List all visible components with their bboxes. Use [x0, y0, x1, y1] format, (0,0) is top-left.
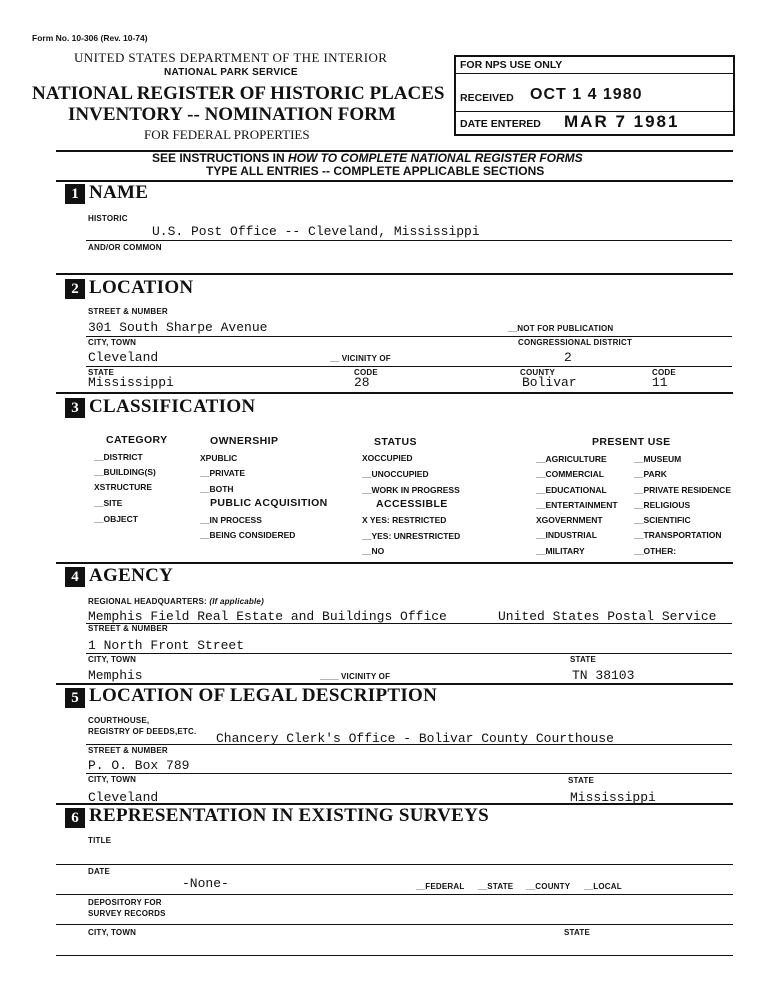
- congressional-district-field: 2: [564, 350, 572, 365]
- agency-city-label: CITY, TOWN: [88, 655, 137, 664]
- regional-hq-label: REGIONAL HEADQUARTERS: (If applicable): [88, 597, 264, 606]
- agency-city-field: Memphis: [88, 668, 143, 683]
- form-subtitle: INVENTORY -- NOMINATION FORM: [68, 104, 396, 125]
- present-use-heading: PRESENT USE: [592, 436, 671, 448]
- survey-date-label: DATE: [88, 867, 110, 876]
- section-5-number: 5: [65, 688, 85, 708]
- section-1-number: 1: [65, 184, 85, 204]
- county-code-field: 11: [652, 375, 668, 390]
- agency-name-field: United States Postal Service: [498, 609, 717, 624]
- use-scientific: __SCIENTIFIC: [634, 515, 691, 525]
- survey-federal: __FEDERAL: [416, 882, 465, 891]
- form-scope: FOR FEDERAL PROPERTIES: [144, 127, 310, 142]
- ownership-public: XPUBLIC: [200, 453, 238, 463]
- category-district: __DISTRICT: [94, 452, 143, 462]
- date-entered-stamp: MAR 7 1981: [564, 112, 680, 131]
- survey-state: __STATE: [478, 882, 514, 891]
- section-6-title: REPRESENTATION IN EXISTING SURVEYS: [89, 805, 490, 826]
- city-field: Cleveland: [88, 350, 159, 365]
- legal-street-label: STREET & NUMBER: [88, 746, 168, 755]
- status-unoccupied: __UNOCCUPIED: [362, 469, 429, 479]
- section-3-number: 3: [65, 398, 85, 418]
- section-4-title: AGENCY: [89, 565, 174, 586]
- accessible-yes-restricted: X YES: RESTRICTED: [362, 515, 447, 525]
- survey-date-field: -None-: [182, 876, 229, 891]
- city-label: CITY, TOWN: [88, 338, 137, 347]
- use-government: XGOVERNMENT: [536, 515, 603, 525]
- historic-label: HISTORIC: [88, 214, 128, 223]
- legal-city-field: Cleveland: [88, 790, 159, 805]
- section-4-number: 4: [65, 567, 85, 587]
- courthouse-label: COURTHOUSE,: [88, 716, 150, 725]
- status-work-in-progress: __WORK IN PROGRESS: [362, 485, 460, 495]
- status-heading: STATUS: [374, 436, 417, 448]
- ownership-both: __BOTH: [200, 484, 234, 494]
- legal-street-field: P. O. Box 789: [88, 758, 190, 773]
- use-agriculture: __AGRICULTURE: [536, 454, 607, 464]
- legal-state-field: Mississippi: [570, 790, 656, 805]
- nps-use-box: [454, 55, 735, 136]
- form-number: Form No. 10-306 (Rev. 10-74): [32, 33, 148, 43]
- not-for-publication: __NOT FOR PUBLICATION: [508, 324, 614, 333]
- accessible-no: __NO: [362, 546, 385, 556]
- section-1-title: NAME: [89, 182, 149, 203]
- historic-name-field: U.S. Post Office -- Cleveland, Mississippi: [152, 224, 480, 239]
- county-label: COUNTY: [520, 368, 555, 377]
- accessible-yes-unrestricted: __YES: UNRESTRICTED: [362, 531, 461, 541]
- ownership-heading: OWNERSHIP: [210, 435, 279, 447]
- state-code-field: 28: [354, 375, 370, 390]
- date-entered-label: DATE ENTERED: [460, 118, 541, 130]
- survey-records-label: SURVEY RECORDS: [88, 909, 166, 918]
- acquisition-being-considered: __BEING CONSIDERED: [200, 530, 296, 540]
- use-museum: __MUSEUM: [634, 454, 682, 464]
- use-private-residence: __PRIVATE RESIDENCE: [634, 485, 731, 495]
- use-religious: __RELIGIOUS: [634, 500, 691, 510]
- use-park: __PARK: [634, 469, 667, 479]
- category-object: __OBJECT: [94, 514, 138, 524]
- category-structure: XSTRUCTURE: [94, 482, 153, 492]
- section-5-title: LOCATION OF LEGAL DESCRIPTION: [89, 685, 438, 706]
- use-educational: __EDUCATIONAL: [536, 485, 607, 495]
- agency-street-label: STREET & NUMBER: [88, 624, 168, 633]
- depository-label: DEPOSITORY FOR: [88, 898, 162, 907]
- service-name: NATIONAL PARK SERVICE: [164, 67, 298, 78]
- use-military: __MILITARY: [536, 546, 585, 556]
- agency-vicinity-of: ____ VICINITY OF: [320, 672, 391, 681]
- vicinity-of: __ VICINITY OF: [330, 354, 391, 363]
- use-other: __OTHER:: [634, 546, 677, 556]
- received-label: RECEIVED: [460, 92, 514, 104]
- county-field: Bolivar: [522, 375, 577, 390]
- instructions-line-1: SEE INSTRUCTIONS IN HOW TO COMPLETE NATIONAL REGISTER FORMS: [152, 151, 583, 165]
- public-acquisition-heading: PUBLIC ACQUISITION: [210, 497, 328, 509]
- agency-street-field: 1 North Front Street: [88, 638, 245, 653]
- use-commercial: __COMMERCIAL: [536, 469, 605, 479]
- survey-county: __COUNTY: [526, 882, 571, 891]
- form-title: NATIONAL REGISTER OF HISTORIC PLACES: [32, 83, 445, 104]
- section-3-title: CLASSIFICATION: [89, 396, 256, 417]
- status-occupied: XOCCUPIED: [362, 453, 413, 463]
- category-site: __SITE: [94, 498, 123, 508]
- street-field: 301 South Sharpe Avenue: [88, 320, 268, 335]
- survey-city-label: CITY, TOWN: [88, 928, 137, 937]
- use-industrial: __INDUSTRIAL: [536, 530, 597, 540]
- section-2-number: 2: [65, 279, 85, 299]
- courthouse-field: Chancery Clerk's Office - Bolivar County Courthouse: [216, 731, 614, 746]
- state-code-label: CODE: [354, 368, 378, 377]
- use-transportation: __TRANSPORTATION: [634, 530, 722, 540]
- instructions-line-2: TYPE ALL ENTRIES -- COMPLETE APPLICABLE SECTIONS: [206, 164, 545, 178]
- nps-box-label: FOR NPS USE ONLY: [460, 59, 563, 71]
- received-stamp: OCT 1 4 1980: [530, 86, 643, 103]
- category-buildings: __BUILDING(S): [94, 467, 156, 477]
- registry-label: REGISTRY OF DEEDS,ETC.: [88, 727, 197, 736]
- use-entertainment: __ENTERTAINMENT: [536, 500, 618, 510]
- section-6-number: 6: [65, 808, 85, 828]
- department-name: UNITED STATES DEPARTMENT OF THE INTERIOR: [74, 50, 388, 65]
- accessible-heading: ACCESSIBLE: [376, 498, 448, 510]
- survey-title-label: TITLE: [88, 836, 112, 845]
- street-label: STREET & NUMBER: [88, 307, 168, 316]
- county-code-label: CODE: [652, 368, 676, 377]
- survey-local: __LOCAL: [584, 882, 622, 891]
- congressional-district-label: CONGRESSIONAL DISTRICT: [518, 338, 633, 347]
- regional-hq-field: Memphis Field Real Estate and Buildings Office: [88, 609, 447, 624]
- ownership-private: __PRIVATE: [200, 468, 246, 478]
- state-field: Mississippi: [88, 375, 174, 390]
- legal-city-label: CITY, TOWN: [88, 775, 137, 784]
- section-2-title: LOCATION: [89, 277, 194, 298]
- survey-state-label: STATE: [564, 928, 591, 937]
- agency-state-label: STATE: [570, 655, 597, 664]
- acquisition-in-process: __IN PROCESS: [200, 515, 262, 525]
- common-name-label: AND/OR COMMON: [88, 243, 162, 252]
- category-heading: CATEGORY: [106, 434, 168, 446]
- state-label: STATE: [88, 368, 115, 377]
- legal-state-label: STATE: [568, 776, 595, 785]
- agency-state-field: TN 38103: [572, 668, 635, 683]
